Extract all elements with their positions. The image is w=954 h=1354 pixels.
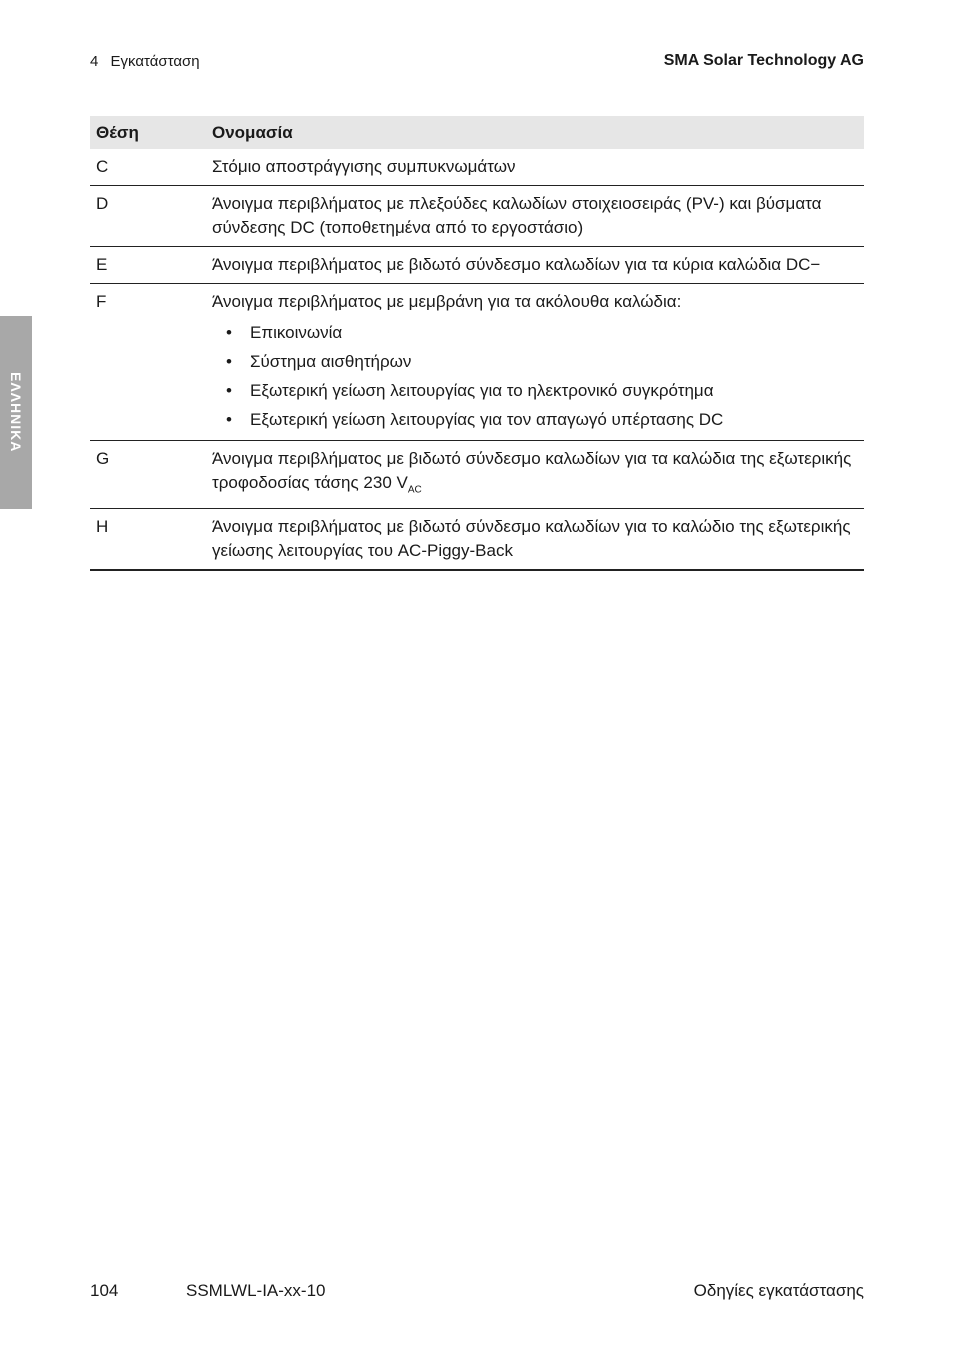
column-header-designation: Ονομασία <box>206 116 864 149</box>
document-type: Οδηγίες εγκατάστασης <box>693 1281 864 1300</box>
row-description-with-list <box>206 284 864 441</box>
document-code: SSMLWL-IA-xx-10 <box>186 1281 326 1300</box>
row-description: Άνοιγμα περιβλήματος με βιδωτό σύνδεσμο καλωδίων για το καλώδιο της εξωτερικής γείωσης λειτουργίας του AC-Piggy-Back <box>206 509 864 571</box>
table-row <box>90 149 864 186</box>
page-number: 104 <box>90 1281 119 1300</box>
table-row <box>90 186 864 247</box>
list-item: • Εξωτερική γείωση λειτουργίας για τον απαγωγό υπέρτασης DC <box>226 405 860 434</box>
row-position: C <box>90 149 206 186</box>
chapter-number: 4 <box>90 53 99 70</box>
list-item: • Εξωτερική γείωση λειτουργίας για το ηλεκτρονικό συγκρότημα <box>226 376 860 405</box>
row-position: D <box>90 186 206 247</box>
language-side-tab <box>0 316 32 509</box>
table-row <box>90 441 864 509</box>
row-description: Άνοιγμα περιβλήματος με βιδωτό σύνδεσμο καλωδίων για τα καλώδια της εξωτερικής τροφοδοσίας τάσης 230 V <box>212 449 852 492</box>
row-description: Άνοιγμα περιβλήματος με βιδωτό σύνδεσμο καλωδίων για τα κύρια καλώδια DC− <box>206 247 864 284</box>
row-description-with-subscript <box>206 441 864 509</box>
row-position: E <box>90 247 206 284</box>
list-item: • Επικοινωνία <box>226 318 860 347</box>
row-description: Άνοιγμα περιβλήματος με μεμβράνη για τα ακόλουθα καλώδια: <box>212 292 682 311</box>
column-header-position: Θέση <box>90 116 206 149</box>
running-header-chapter <box>90 53 200 70</box>
row-description: Στόμιο αποστράγγισης συμπυκνωμάτων <box>206 149 864 186</box>
voltage-subscript: AC <box>407 484 422 496</box>
row-position: G <box>90 441 206 509</box>
cable-list <box>212 318 860 434</box>
row-description: Άνοιγμα περιβλήματος με πλεξούδες καλωδίων στοιχειοσειράς (PV-) και βύσματα σύνδεσης DC (τοποθετημένα από το εργοστάσιο) <box>206 186 864 247</box>
table-row <box>90 247 864 284</box>
table-header-row <box>90 116 864 149</box>
row-position: F <box>90 284 206 441</box>
row-position: H <box>90 509 206 571</box>
table-row <box>90 284 864 441</box>
language-label: ΕΛΛΗΝΙΚΑ <box>8 372 24 453</box>
position-designation-table <box>90 116 864 571</box>
company-name: SMA Solar Technology AG <box>663 52 864 69</box>
list-item: • Σύστημα αισθητήρων <box>226 347 860 376</box>
chapter-title: Εγκατάσταση <box>110 53 200 70</box>
table-row <box>90 509 864 571</box>
